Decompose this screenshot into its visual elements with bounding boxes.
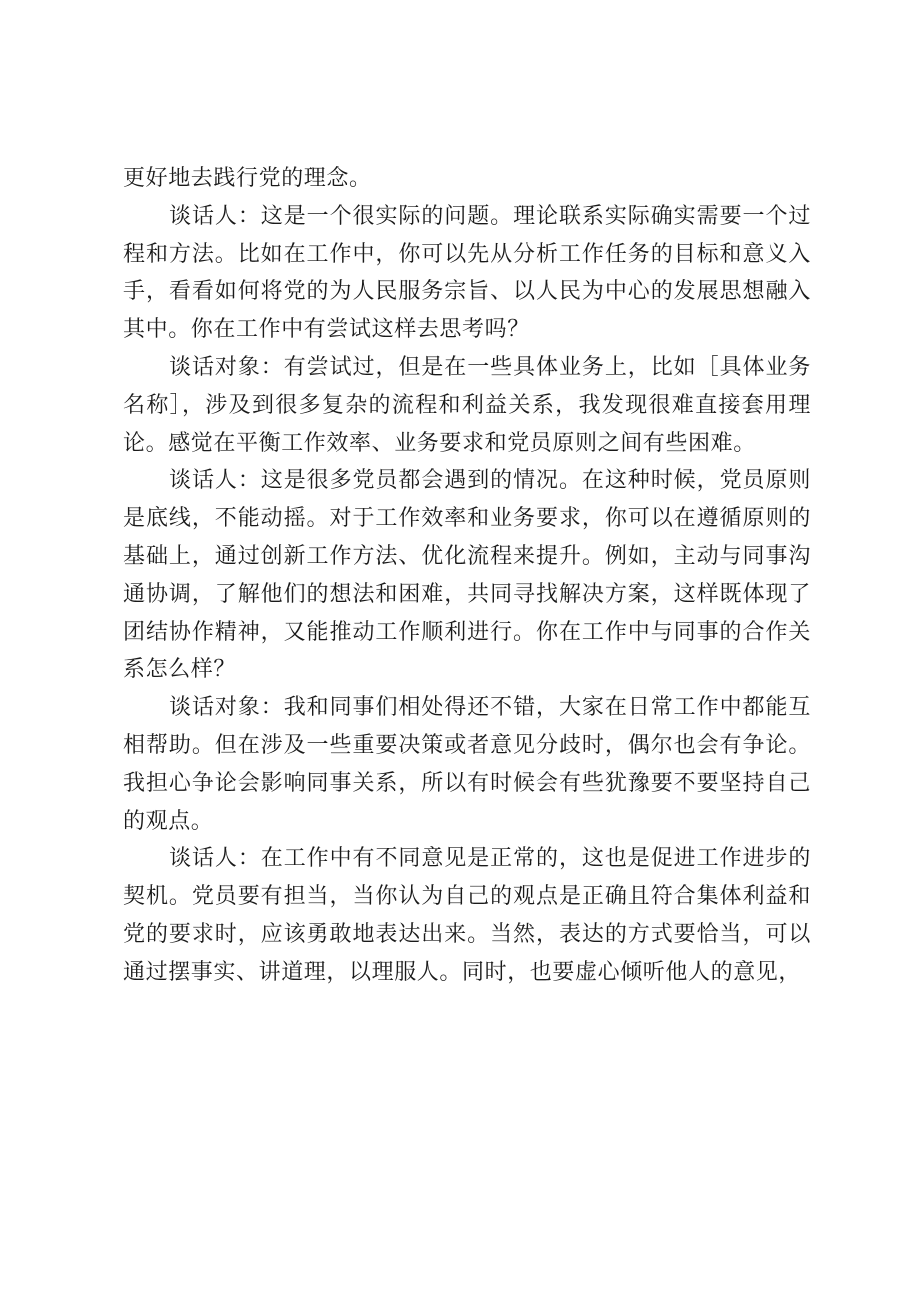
paragraph-subject-2: 谈话对象：我和同事们相处得还不错，大家在日常工作中都能互相帮助。但在涉及一些重要决策或者意见分歧时，偶尔也会有争论。我担心争论会影响同事关系，所以有时候会有些犹豫要不要坚持自己的观点。 bbox=[123, 695, 811, 834]
document-body bbox=[123, 160, 811, 992]
paragraph-speaker-3: 谈话人：在工作中有不同意见是正常的，这也是促进工作进步的契机。党员要有担当，当你认为自己的观点是正确且符合集体利益和党的要求时，应该勇敢地表达出来。当然，表达的方式要恰当，可以通过摆事实、讲道理，以理服人。同时，也要虚心倾听他人的意见， bbox=[123, 846, 811, 985]
paragraph-speaker-2: 谈话人：这是很多党员都会遇到的情况。在这种时候，党员原则是底线，不能动摇。对于工作效率和业务要求，你可以在遵循原则的基础上，通过创新工作方法、优化流程来提升。例如，主动与同事沟通协调，了解他们的想法和困难，共同寻找解决方案，这样既体现了团结协作精神，又能推动工作顺利进行。你在工作中与同事的合作关系怎么样？ bbox=[123, 468, 811, 683]
paragraph-speaker-1: 谈话人：这是一个很实际的问题。理论联系实际确实需要一个过程和方法。比如在工作中，你可以先从分析工作任务的目标和意义入手，看看如何将党的为人民服务宗旨、以人民为中心的发展思想融入其中。你在工作中有尝试这样去思考吗？ bbox=[123, 203, 811, 343]
paragraph-continuation: 更好地去践行党的理念。 bbox=[123, 166, 372, 191]
paragraph-subject-1: 谈话对象：有尝试过，但是在一些具体业务上，比如［具体业务名称］，涉及到很多复杂的流程和利益关系，我发现很难直接套用理论。感觉在平衡工作效率、业务要求和党员原则之间有些困难。 bbox=[123, 354, 811, 456]
